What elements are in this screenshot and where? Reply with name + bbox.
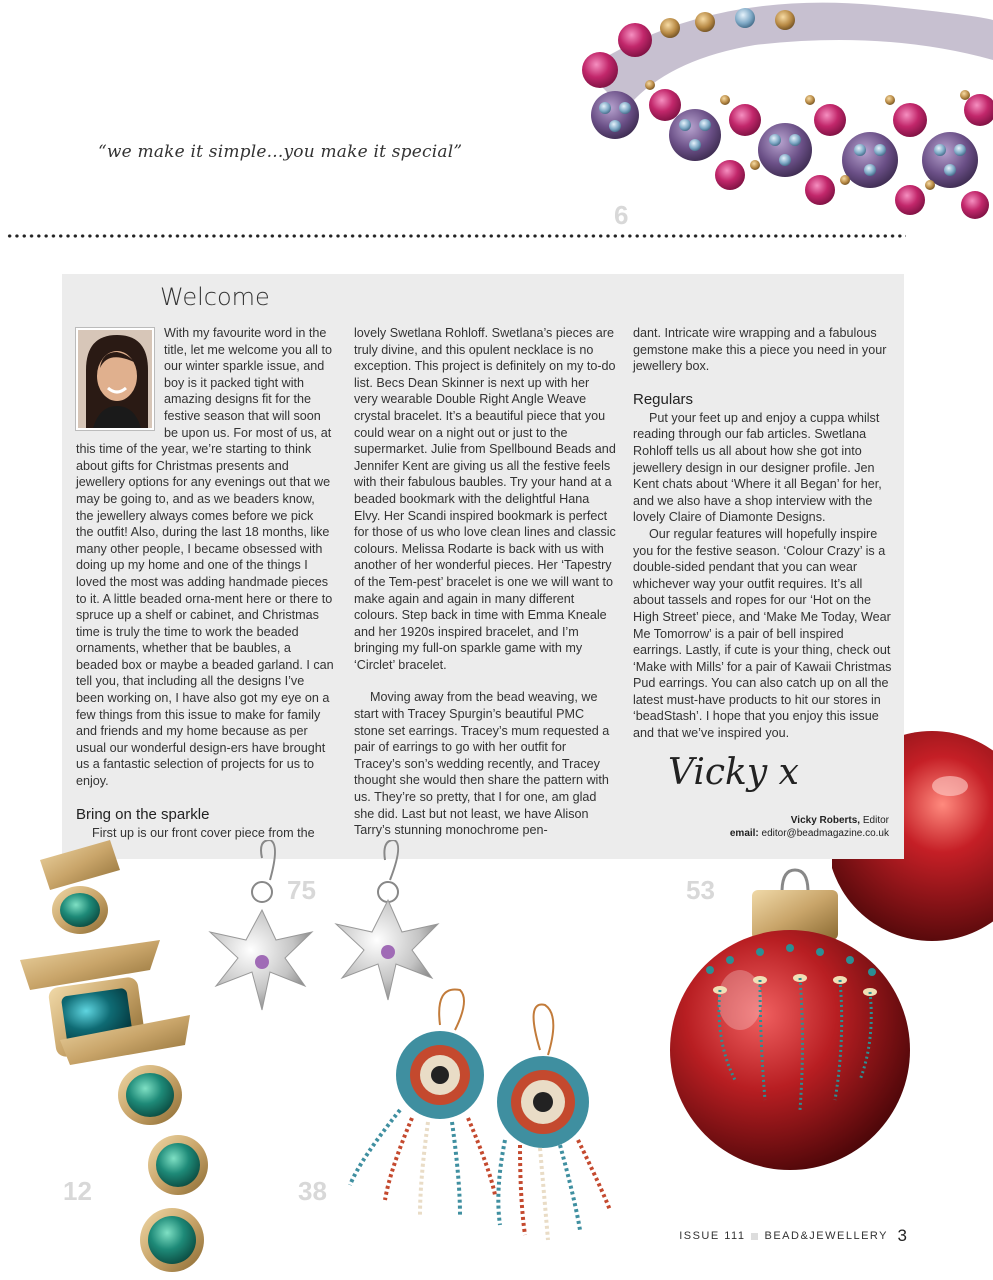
heading-regulars: Regulars bbox=[633, 390, 694, 408]
col3-paragraph-3: Our regular features will hopefully inspire you for the festive season. ‘Colour Crazy’ is a double-sided pendant that you can wear whichever way your outfit requires. It’s all about tassels and ropes for our ‘Hot on the High Street’ piece, and ‘Make Me Today, Wear Me Tomorrow’ is a pair of bell inspired earrings. Lastly, if cute is your thing, check out ‘Make with Mills’ for a pair of Kawaii Christmas Pud earrings. You can also catch up on all the latest must-have products to hit our stores in ‘beadStash’. I hope that you enjoy this issue and that we’ve inspired you. bbox=[633, 526, 892, 741]
issue-number: ISSUE 111 bbox=[679, 1230, 746, 1242]
beaded-earrings-photo bbox=[350, 989, 610, 1240]
footer-separator bbox=[751, 1233, 758, 1240]
email-label: email: bbox=[729, 828, 759, 839]
welcome-title: Welcome bbox=[160, 283, 270, 311]
editor-byline bbox=[791, 815, 889, 826]
col2-paragraph-1: lovely Swetlana Rohloff. Swetlana’s pieces are truly divine, and this opulent necklace is no exception. This project is definitely on my to-do list. Becs Dean Skinner is next up with her very wearable Double Right Angle Weave crystal bracelet. It’s a beautiful piece that you could wear on a night out or just to the supermarket. Julie from Spellbound Beads and Jennifer Kent are giving us all the festive feels with their fabulous baubles. Try your hand at a beaded bookmark with the delightful Hana Elvy. Her Scandi inspired bookmark is perfect for those of us who love clean lines and classic colours. Melissa Rodarte is back with us with another of her wonderful pieces. Her ‘Tapestry of the Tem-pest’ bracelet is one we will want to make again and again in many different colours. Step back in time with Emma Kneale and her 1920s inspired bracelet, and I’m bringing my full-on sparkle game with my ‘Circlet’ bracelet. bbox=[354, 326, 616, 672]
magazine-name: BEAD&JEWELLERY bbox=[764, 1230, 888, 1242]
beaded-bauble-photo bbox=[670, 870, 910, 1170]
col3-paragraph-1: dant. Intricate wire wrapping and a fabulous gemstone make this a piece you need in your jewellery box. bbox=[633, 326, 887, 374]
page-ref-bauble: 53 bbox=[686, 875, 715, 905]
dotted-divider bbox=[6, 233, 906, 239]
col2-paragraph-2: Moving away from the bead weaving, we start with Tracey Spurgin’s beautiful PMC stone set earrings. Tracey’s mum requested a pair of earrings to go with her outfit for Tracey’s son’s wedding recently, and Tracey thought she would then share the pattern with us. They’re so pretty, that I for one, am glad she did. Last but not least, we have Alison Tarry’s stunning monochrome pen- bbox=[354, 690, 610, 838]
tagline: “we make it simple...you make it special” bbox=[98, 142, 463, 162]
jewellery-photos bbox=[0, 840, 993, 1280]
page-ref-necklace: 12 bbox=[63, 1176, 92, 1206]
bracelet-photo bbox=[555, 0, 993, 232]
column-2 bbox=[354, 325, 616, 839]
col1-paragraph-2: First up is our front cover piece from the bbox=[92, 825, 315, 840]
col3-paragraph-2: Put your feet up and enjoy a cuppa whilst reading through our fab articles. Swetlana Rohloff tells us all about how she got into jewellery design in our designer profile. Jen Kent chats about ‘Where it all Began’ for her, and we also have a shop interview with the lovely Claire of Diamonte Designs. bbox=[633, 410, 882, 525]
editor-email-line bbox=[730, 828, 889, 839]
editor-name: Vicky Roberts, bbox=[790, 815, 861, 826]
editor-email[interactable]: editor@beadmagazine.co.uk bbox=[761, 828, 889, 839]
editor-role: Editor bbox=[862, 815, 889, 826]
page-ref-beaded-earrings: 38 bbox=[298, 1176, 327, 1206]
page-ref-silver-earrings: 75 bbox=[287, 875, 316, 905]
footer bbox=[679, 1230, 888, 1242]
editor-signature: Vicky x bbox=[668, 752, 799, 793]
column-3 bbox=[633, 325, 895, 742]
column-1 bbox=[76, 325, 334, 841]
necklace-photo bbox=[20, 840, 208, 1272]
heading-bring-on-the-sparkle: Bring on the sparkle bbox=[76, 805, 210, 823]
editor-photo bbox=[76, 328, 154, 430]
page-ref-bracelet: 6 bbox=[614, 200, 629, 230]
page-number: 3 bbox=[897, 1226, 907, 1245]
silver-earrings-photo bbox=[210, 840, 438, 1010]
col1-paragraph-1: With my favourite word in the title, let me welcome you all to our winter sparkle issue, and boy is it packed tight with amazing designs fit for the festive season that will soon be upon us. For most of us, at this time of the year, we’re starting to think about gifts for Christmas presents and jewellery options for any evenings out that we may be going to, and as we beaders know, the jewellery always comes before we pick the outfit! Also, during the last 18 months, like many other people, I became obsessed with doing up my home and one of the things I loved the most was adding handmade pieces to it. A little beaded orna-ment here or there to spruce up a shelf or cabinet, and Christmas time is truly the time to work the beaded ornaments, whether that be baubles, a beaded box or maybe a beaded garland. I can tell you, that including all the designs I’ve been working on, I have also got my eye on a few things from this issue to make for family and friends and my home because as per usual our wonderful design-ers have brought us a fantastic selection of projects for us to enjoy. bbox=[76, 326, 334, 789]
